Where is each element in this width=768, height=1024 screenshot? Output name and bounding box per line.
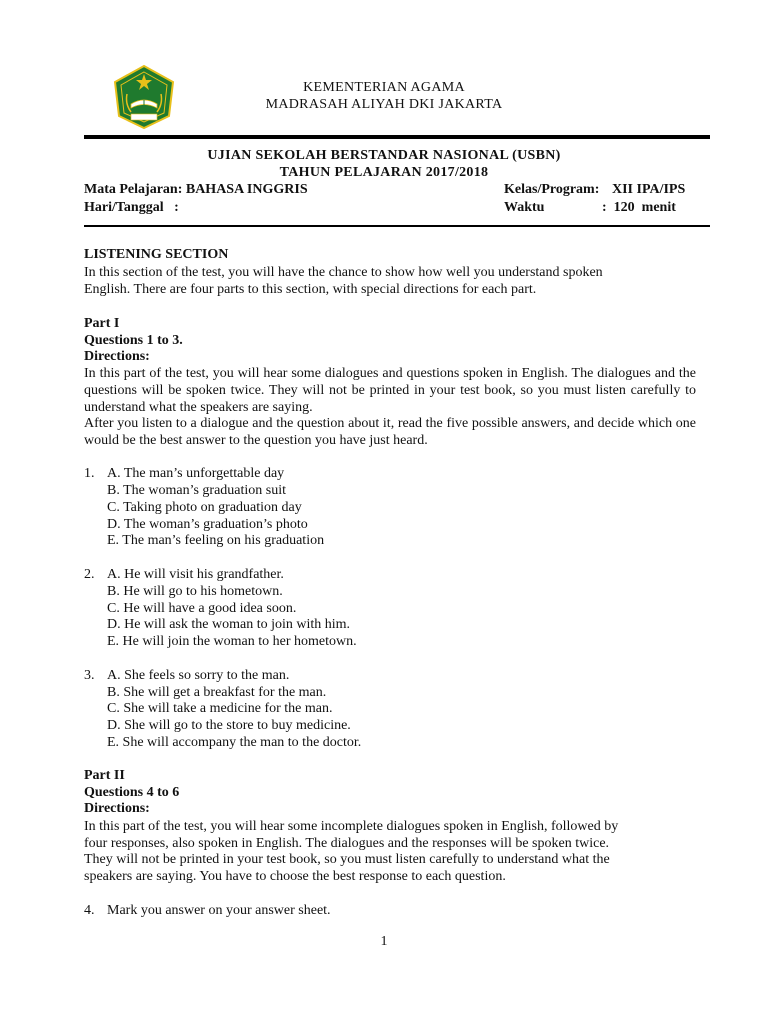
part2-directions-line3: They will not be printed in your test book, so you must listen carefully to understand what the — [84, 852, 610, 867]
part2-questions: Questions 4 to 6 — [84, 785, 180, 800]
part2-directions-line1: In this part of the test, you will hear some incomplete dialogues spoken in English, followed by — [84, 819, 619, 834]
date-label: Hari/Tanggal : — [84, 200, 179, 215]
subject-label: Mata Pelajaran: BAHASA INGGRIS — [84, 182, 308, 197]
answer-option: A. He will visit his grandfather. — [107, 567, 284, 582]
class-label: Kelas/Program: — [504, 182, 600, 197]
part1-directions-label: Directions: — [84, 349, 150, 364]
question-number: 4. — [84, 903, 95, 918]
answer-option: A. She feels so sorry to the man. — [107, 668, 290, 683]
listening-intro-line2: English. There are four parts to this section, with special directions for each part. — [84, 282, 537, 297]
answer-option: D. He will ask the woman to join with him. — [107, 617, 351, 632]
listening-intro-line1: In this section of the test, you will have the chance to show how well you understand spoken — [84, 265, 603, 280]
part2-directions-line2: four responses, also spoken in English. The dialogues and the responses will be spoken twice. — [84, 836, 610, 851]
answer-option: B. She will get a breakfast for the man. — [107, 685, 327, 700]
answer-option: C. Taking photo on graduation day — [107, 500, 302, 515]
answer-option: A. The man’s unforgettable day — [107, 466, 285, 481]
answer-option: C. She will take a medicine for the man. — [107, 701, 333, 716]
part2-directions-line4: speakers are saying. You have to choose the best response to each question. — [84, 869, 506, 884]
question-number: 1. — [84, 466, 95, 481]
question-number: 2. — [84, 567, 95, 582]
part1-questions: Questions 1 to 3. — [84, 333, 183, 348]
answer-option: D. The woman’s graduation’s photo — [107, 517, 308, 532]
part2-directions-label: Directions: — [84, 801, 150, 816]
exam-title: UJIAN SEKOLAH BERSTANDAR NASIONAL (USBN) — [207, 148, 561, 163]
header-divider — [84, 135, 710, 139]
part1-directions-text-2: After you listen to a dialogue and the question about it, read the five possible answers, and decide which one would be the best answer to the question you have just heard. — [84, 416, 696, 448]
question-number: 3. — [84, 668, 95, 683]
answer-option: B. He will go to his hometown. — [107, 584, 283, 599]
ministry-name: KEMENTERIAN AGAMA — [303, 80, 465, 95]
time-label: Waktu — [504, 200, 545, 215]
answer-option: E. The man’s feeling on his graduation — [107, 533, 325, 548]
part2-title: Part II — [84, 768, 125, 783]
time-value: : 120 menit — [602, 200, 676, 215]
class-value: XII IPA/IPS — [612, 182, 686, 197]
exam-year: TAHUN PELAJARAN 2017/2018 — [279, 165, 489, 180]
answer-option: B. The woman’s graduation suit — [107, 483, 286, 498]
school-name: MADRASAH ALIYAH DKI JAKARTA — [265, 97, 503, 112]
answer-option: E. She will accompany the man to the doctor. — [107, 735, 362, 750]
question-text: Mark you answer on your answer sheet. — [107, 903, 331, 918]
page-number: 1 — [380, 934, 388, 949]
answer-option: E. He will join the woman to her hometown. — [107, 634, 357, 649]
answer-option: C. He will have a good idea soon. — [107, 601, 297, 616]
meta-divider — [84, 225, 710, 227]
part1-title: Part I — [84, 316, 120, 331]
listening-heading: LISTENING SECTION — [84, 247, 229, 262]
answer-option: D. She will go to the store to buy medicine. — [107, 718, 351, 733]
part1-directions-text: In this part of the test, you will hear some dialogues and questions spoken in English. The dialogues and the questions will be spoken twice. They will not be printed in your test book, so you must listen carefully to understand what the speakers are saying. — [84, 366, 696, 415]
